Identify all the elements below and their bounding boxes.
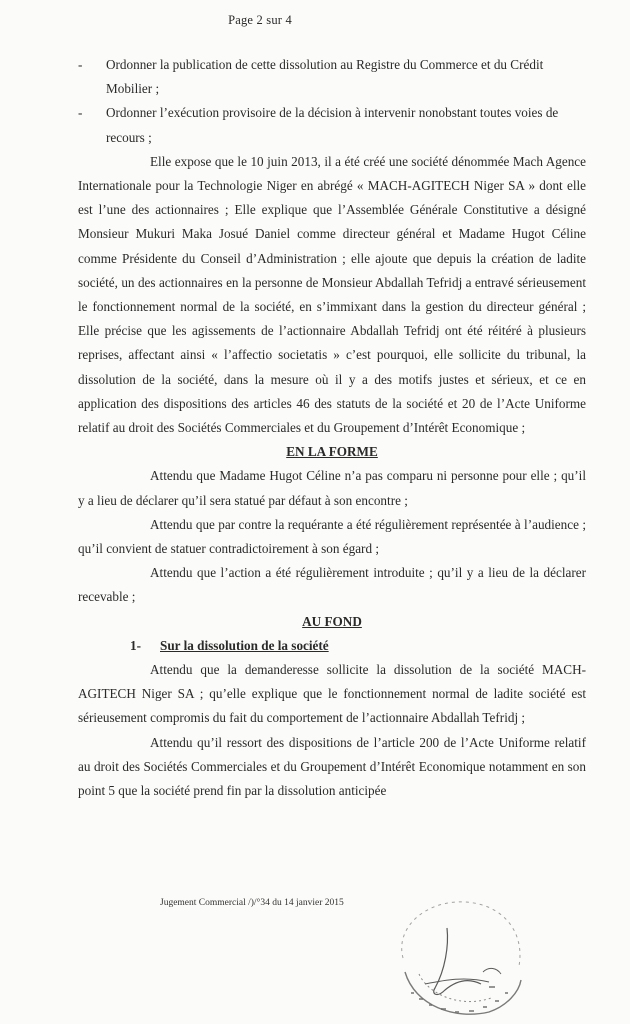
subsection-title: Sur la dissolution de la société (160, 637, 329, 653)
subsection-number: 1- (130, 637, 141, 653)
fond-paragraph: Attendu qu’il ressort des dispositions de l’article 200 de l’Acte Uniforme relatif au droit des Sociétés Commerciales et du Groupement d’Intérêt Economique notamment en son point 5 que la société prend fin par la dissolution anticipée (78, 734, 586, 799)
footer-reference: Jugement Commercial /)/°34 du 14 janvier 2015 (160, 898, 344, 908)
section-heading-fond: AU FOND (302, 613, 362, 629)
forme-paragraph: Attendu que l’action a été régulièrement introduite ; qu’il y a lieu de la déclarer recevable ; (78, 565, 586, 605)
page-number: Page 2 sur 4 (228, 13, 292, 27)
subsection-heading (78, 634, 586, 658)
list-item (78, 101, 586, 149)
fond-paragraph: Attendu que la demanderesse sollicite la dissolution de la société MACH-AGITECH Niger SA ; qu’elle explique que le fonctionnement normal de ladite société est sérieusement compromis du fait du comportement de l’actionnaire Abdallah Tefridj ; (78, 662, 586, 726)
bullet-text: Ordonner la publication de cette dissolution au Registre du Commerce et du Crédit Mobilier ; (106, 57, 544, 97)
document-body (78, 53, 586, 803)
bullet-dash: - (78, 105, 83, 121)
expose-paragraph: Elle expose que le 10 juin 2013, il a été créé une société dénommée Mach Agence Internationale pour la Technologie Niger en abrégé « MACH-AGITECH Niger SA » dont elle est l’une des actionnaires ; Elle explique que l’Assemblée Générale Constitutive a désigné Monsieur Mukuri Maka Josué Daniel comme directeur général et Madame Hugot Céline comme Présidente du Conseil d’Administration ; elle ajoute que depuis la création de ladite société, un des actionnaires en la personne de Monsieur Abdallah Tefridj a entravé sérieusement le fonctionnement normal de la société, en s’immixant dans la gestion du directeur général ; Elle précise que les agissements de l’actionnaire Abdallah Tefridj ont été réitéré à plusieurs reprises, affectant ainsi « l’affectio societatis » c’est pourquoi, elle sollicite du tribunal, la dissolution de la société, dans la mesure où il y a des motifs justes et sérieux, et ce en application des dispositions des articles 46 des statuts de la société et 20 de l’Acte Uniforme relatif au droit des Sociétés Commerciales et du Groupement d’Intérêt Economique ; (78, 153, 586, 436)
bullet-text: Ordonner l’exécution provisoire de la décision à intervenir nonobstant toutes voies de recours ; (106, 105, 559, 145)
forme-paragraph: Attendu que par contre la requérante a été régulièrement représentée à l’audience ; qu’il convient de statuer contradictoirement à son égard ; (78, 516, 586, 557)
official-stamp (385, 888, 535, 1024)
section-heading-forme: EN LA FORME (286, 444, 378, 460)
forme-paragraph: Attendu que Madame Hugot Céline n’a pas comparu ni personne pour elle ; qu’il y a lieu de déclarer qu’il sera statué par défaut à son encontre ; (78, 468, 586, 508)
bullet-dash: - (78, 57, 83, 72)
list-item (78, 53, 586, 101)
